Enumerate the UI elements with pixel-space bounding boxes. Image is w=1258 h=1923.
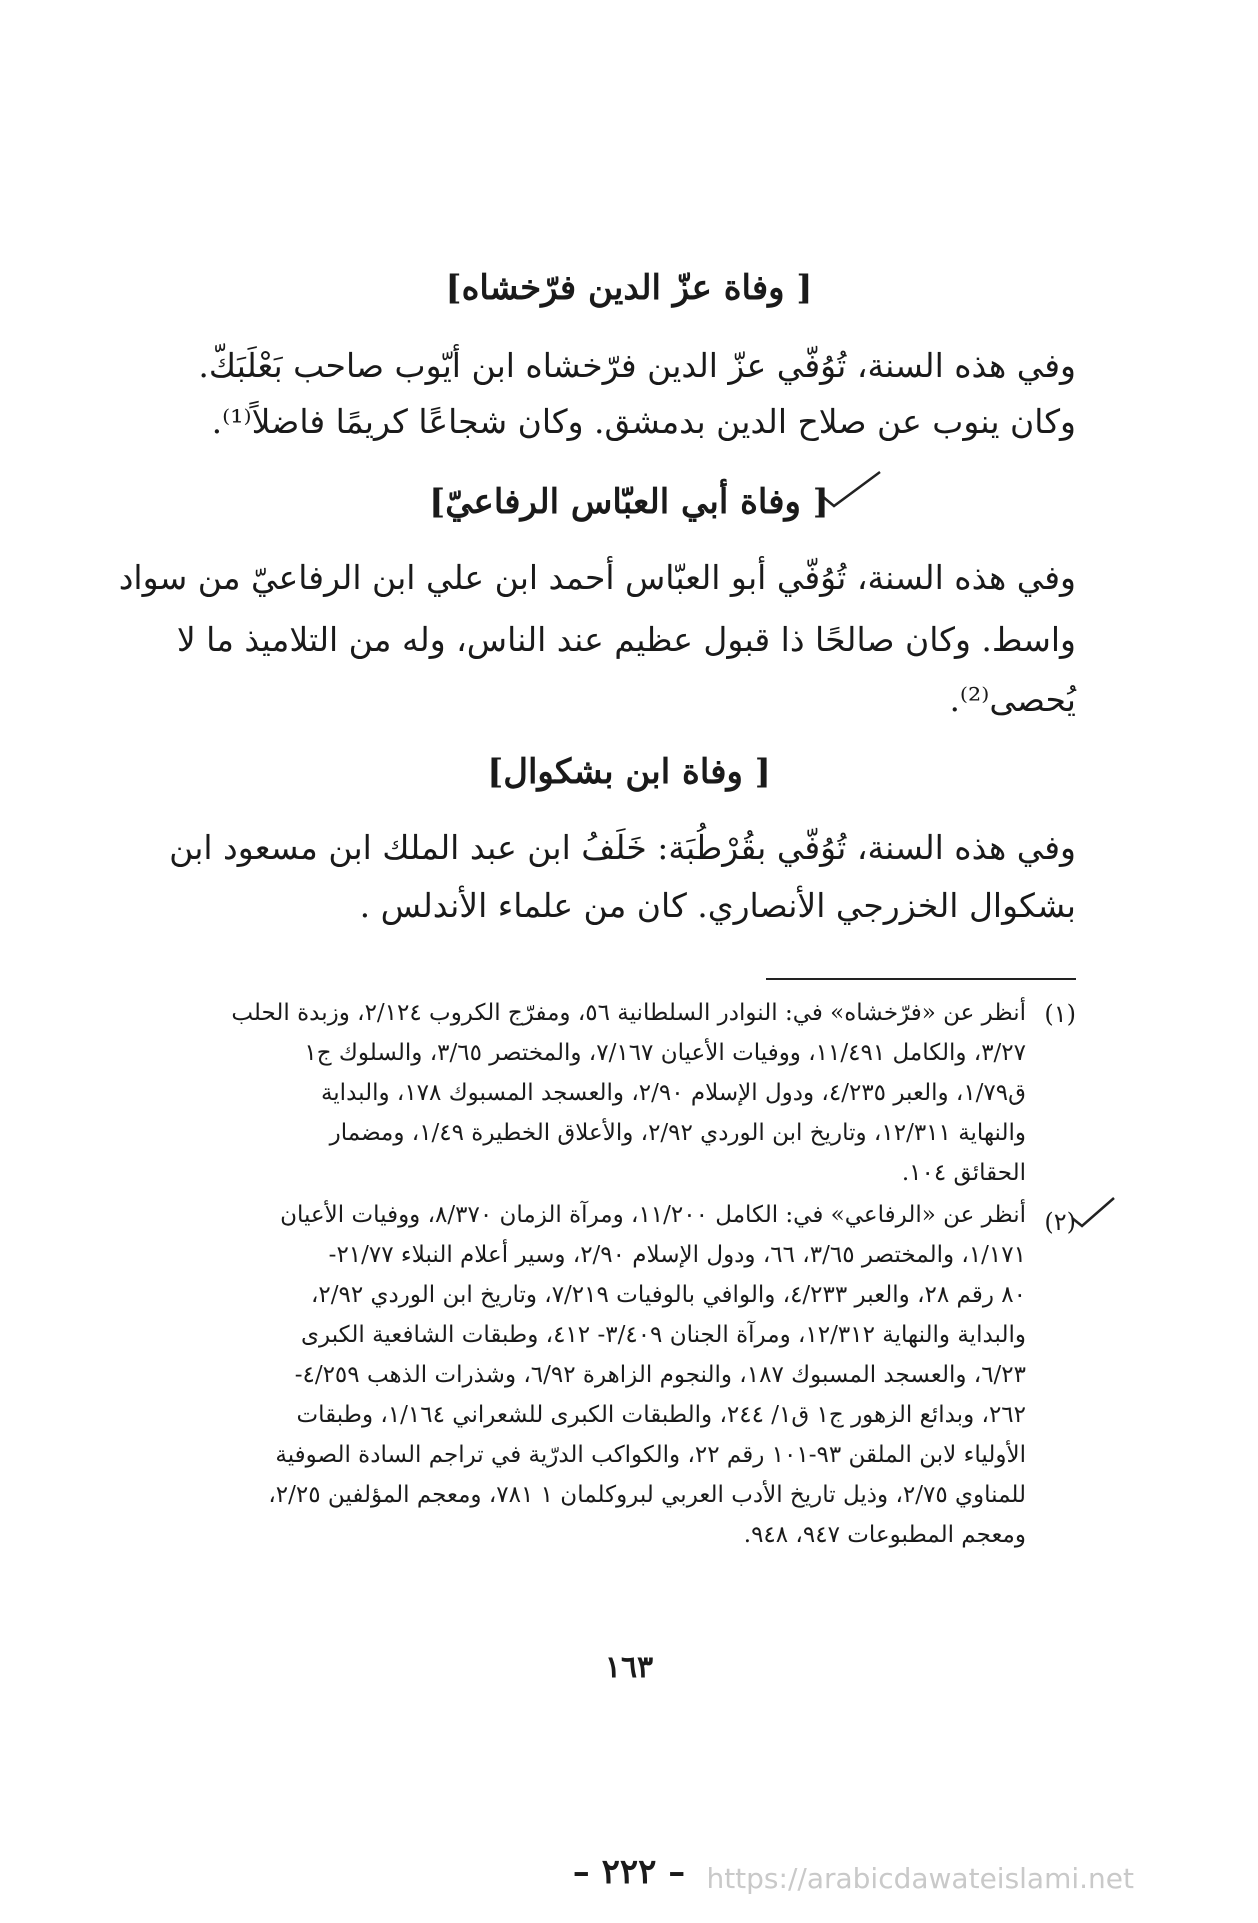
page-number: ١٦٣: [604, 1650, 654, 1685]
footnote-line: الحقائق ١٠٤.: [901, 1160, 1026, 1186]
footnote-line: ٨٠ رقم ٢٨، والعبر ٤/٢٣٣، والوافي بالوفيات ٧/٢١٩، وتاريخ ابن الوردي ٢/٩٢،: [310, 1282, 1026, 1308]
footnote-line: ٢٦٢، وبدائع الزهور ج١ ق١/ ٢٤٤، والطبقات الكبرى للشعراني ١/١٦٤، وطبقات: [296, 1402, 1026, 1428]
footnote-line: للمناوي ٢/٧٥، وذيل تاريخ الأدب العربي لبروكلمان ١ ٧٨١، ومعجم المؤلفين ٢/٢٥،: [268, 1482, 1026, 1508]
footnote-line: والبداية والنهاية ١٢/٣١٢، ومرآة الجنان ٣/٤٠٩- ٤١٢، وطبقات الشافعية الكبرى: [301, 1322, 1026, 1348]
watermark-url: https://arabicdawateislami.net: [706, 1862, 1134, 1895]
footnote-line: ق١/٧٩، والعبر ٤/٢٣٥، ودول الإسلام ٢/٩٠، والعسجد المسبوك ١٧٨، والبداية: [320, 1080, 1026, 1106]
body-line: وكان ينوب عن صلاح الدين بدمشق. وكان شجاعًا كريمًا فاضلاً⁽¹⁾.: [211, 402, 1076, 441]
checkmark-icon: [1070, 1196, 1116, 1230]
footnote-line: ٣/٢٧، والكامل ١١/٤٩١، ووفيات الأعيان ٧/١٦٧، والمختصر ٣/٦٥، والسلوك ج١: [304, 1040, 1026, 1066]
body-line: وفي هذه السنة، تُوُفّي عزّ الدين فرّخشاه ابن أيّوب صاحب بَعْلَبَكّ.: [198, 346, 1076, 385]
footnote-number: (٢): [1044, 1208, 1076, 1236]
body-line: بشكوال الخزرجي الأنصاري. كان من علماء الأندلس .: [359, 886, 1076, 925]
body-line: وفي هذه السنة، تُوُفّي بقُرْطُبَة: خَلَفُ ابن عبد الملك ابن مسعود ابن: [169, 828, 1076, 867]
section-heading-bashkuwal: [ وفاة ابن بشكوال]: [487, 752, 771, 792]
footnote-line: ١/١٧١، والمختصر ٣/٦٥، ٦٦، ودول الإسلام ٢/٩٠، وسير أعلام النبلاء ٢١/٧٧-: [328, 1242, 1026, 1268]
footnote-line: والنهاية ١٢/٣١١، وتاريخ ابن الوردي ٢/٩٢، والأعلاق الخطيرة ١/٤٩، ومضمار: [329, 1120, 1026, 1146]
footnote-separator: [766, 978, 1076, 980]
body-line: واسط. وكان صالحًا ذا قبول عظيم عند الناس، وله من التلاميذ ما لا: [176, 620, 1076, 659]
footnote-number: (١): [1044, 1000, 1076, 1028]
section-heading-rifai: [ وفاة أبي العبّاس الرفاعيّ]: [429, 482, 829, 522]
footnote-line: ٦/٢٣، والعسجد المسبوك ١٨٧، والنجوم الزاهرة ٦/٩٢، وشذرات الذهب ٤/٢٥٩-: [294, 1362, 1026, 1388]
footer-page-number: – ٢٢٢ –: [572, 1852, 686, 1892]
footnote-line: ومعجم المطبوعات ٩٤٧، ٩٤٨.: [743, 1522, 1026, 1548]
section-heading-farrukhshah: [ وفاة عزّ الدين فرّخشاه]: [445, 268, 813, 308]
body-line: يُحصى⁽²⁾.: [949, 680, 1076, 719]
footnote-line: أنظر عن «الرفاعي» في: الكامل ١١/٢٠٠، ومرآة الزمان ٨/٣٧٠، ووفيات الأعيان: [280, 1202, 1026, 1228]
footnote-line: أنظر عن «فرّخشاه» في: النوادر السلطانية ٥٦، ومفرّج الكروب ٢/١٢٤، وزبدة الحلب: [231, 1000, 1026, 1026]
body-line: وفي هذه السنة، تُوُفّي أبو العبّاس أحمد ابن علي ابن الرفاعيّ من سواد: [118, 558, 1076, 597]
footnote-line: الأولياء لابن الملقن ٩٣-١٠١ رقم ٢٢، والكواكب الدرّية في تراجم السادة الصوفية: [275, 1442, 1026, 1468]
